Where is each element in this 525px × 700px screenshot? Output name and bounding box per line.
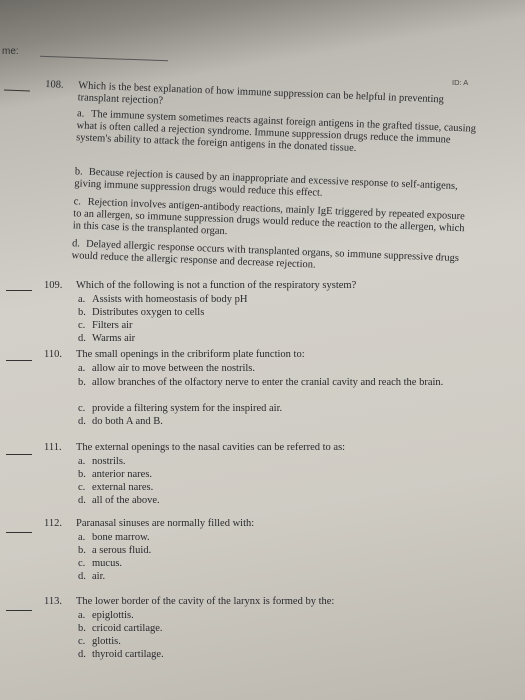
option-d	[78, 571, 105, 583]
option-text: epiglottis.	[92, 610, 134, 621]
answer-blank[interactable]	[6, 532, 32, 533]
option-letter: d.	[71, 238, 81, 250]
option-letter: d.	[78, 649, 86, 660]
option-text: Because rejection is caused by an inappropriate and excessive response to self-antigens, giving immune suppression drugs would reduce this effect.	[74, 166, 458, 199]
option-text: Rejection involves antigen-antibody reactions, mainly IgE triggered by repeated exposure to an allergen, so immune suppression drugs would reduce the reaction to the allergen, which in this case is the transplanted organ.	[72, 196, 465, 238]
answer-blank[interactable]	[6, 290, 32, 291]
question-number: 112.	[44, 518, 62, 529]
option-text: air.	[92, 571, 106, 582]
answer-blank[interactable]	[4, 89, 30, 91]
option-text: Assists with homeostasis of body pH	[92, 294, 248, 305]
option-d	[78, 495, 160, 507]
answer-blank[interactable]	[6, 360, 32, 361]
option-letter: b.	[78, 469, 86, 480]
option-text: external nares.	[92, 482, 154, 493]
option-letter: b.	[78, 545, 86, 556]
question-number: 108.	[44, 79, 64, 91]
option-text: cricoid cartilage.	[92, 623, 163, 634]
question-number: 113.	[44, 596, 62, 607]
question-number: 109.	[44, 280, 63, 291]
option-letter: d.	[78, 416, 86, 427]
option-letter: d.	[78, 495, 86, 506]
question-number: 110.	[44, 349, 62, 360]
option-text: nostrils.	[92, 456, 126, 467]
question-text: Paranasal sinuses are normally filled with:	[76, 518, 255, 529]
option-c	[78, 403, 282, 415]
option-letter: c.	[78, 558, 86, 569]
question-108	[0, 0, 525, 287]
question-text: Which is the best explanation of how immune suppression can be helpful in preventing transplant rejection?	[77, 80, 445, 107]
option-letter: b.	[74, 166, 83, 178]
option-b	[78, 307, 204, 319]
option-letter: a.	[78, 363, 86, 374]
option-a	[78, 610, 134, 622]
option-text: all of the above.	[92, 495, 160, 506]
option-text: Filters air	[92, 320, 133, 331]
option-d	[78, 649, 164, 661]
option-letter: b.	[78, 623, 86, 634]
option-text: The immune system sometimes reacts against foreign antigens in the grafted tissue, causing what is often called a rejection syndrome. Immune suppression drugs reduce the immune system's ability to attack the foreign antigens in the donated tissue.	[75, 108, 477, 155]
option-text: a serous fluid.	[92, 545, 152, 556]
option-text: allow air to move between the nostrils.	[92, 363, 256, 374]
option-text: bone marrow.	[92, 532, 150, 543]
option-letter: d.	[78, 571, 86, 582]
option-text: thyroid cartilage.	[92, 649, 164, 660]
option-text: provide a filtering system for the inspired air.	[92, 403, 283, 414]
option-letter: c.	[73, 196, 82, 208]
page-id: ID: A	[452, 78, 469, 87]
option-text: anterior nares.	[92, 469, 153, 480]
option-text: do both A and B.	[92, 416, 163, 427]
option-b	[78, 545, 151, 557]
question-text: The small openings in the cribriform plate function to:	[76, 349, 305, 360]
option-text: allow branches of the olfactory nerve to enter the cranial cavity and reach the brain.	[92, 377, 444, 388]
option-a	[78, 363, 255, 375]
answer-blank[interactable]	[6, 610, 32, 611]
option-letter: c.	[78, 403, 86, 414]
option-a	[78, 532, 150, 544]
option-b	[78, 469, 152, 481]
option-d	[78, 416, 163, 428]
answer-blank[interactable]	[6, 454, 32, 455]
option-letter: b.	[78, 377, 86, 388]
option-letter: a.	[78, 532, 86, 543]
option-letter: c.	[78, 636, 86, 647]
option-letter: c.	[78, 482, 86, 493]
question-text: Which of the following is not a function of the respiratory system?	[76, 280, 357, 291]
option-c	[78, 320, 133, 332]
option-letter: a.	[76, 108, 85, 120]
option-letter: d.	[78, 333, 86, 344]
option-a	[78, 456, 126, 468]
option-text: Distributes oxygen to cells	[92, 307, 205, 318]
option-text: mucus.	[92, 558, 123, 569]
option-c	[78, 636, 121, 648]
option-c	[78, 482, 153, 494]
option-c	[78, 558, 122, 570]
option-d	[78, 333, 135, 345]
option-a	[78, 294, 247, 306]
option-b	[78, 377, 458, 389]
question-text: The external openings to the nasal cavities can be referred to as:	[76, 442, 346, 453]
option-text: Warms air	[92, 333, 136, 344]
option-letter: a.	[78, 294, 86, 305]
question-text: The lower border of the cavity of the larynx is formed by the:	[76, 596, 335, 607]
option-b	[78, 623, 163, 635]
option-letter: a.	[78, 610, 86, 621]
question-number: 111.	[44, 442, 62, 453]
option-text: glottis.	[92, 636, 121, 647]
option-letter: c.	[78, 320, 86, 331]
name-label: me:	[2, 46, 19, 57]
option-letter: a.	[78, 456, 86, 467]
option-letter: b.	[78, 307, 86, 318]
option-text: Delayed allergic response occurs with transplanted organs, so immune suppressive drugs would reduce the allergic response and decrease rejection.	[71, 238, 460, 271]
